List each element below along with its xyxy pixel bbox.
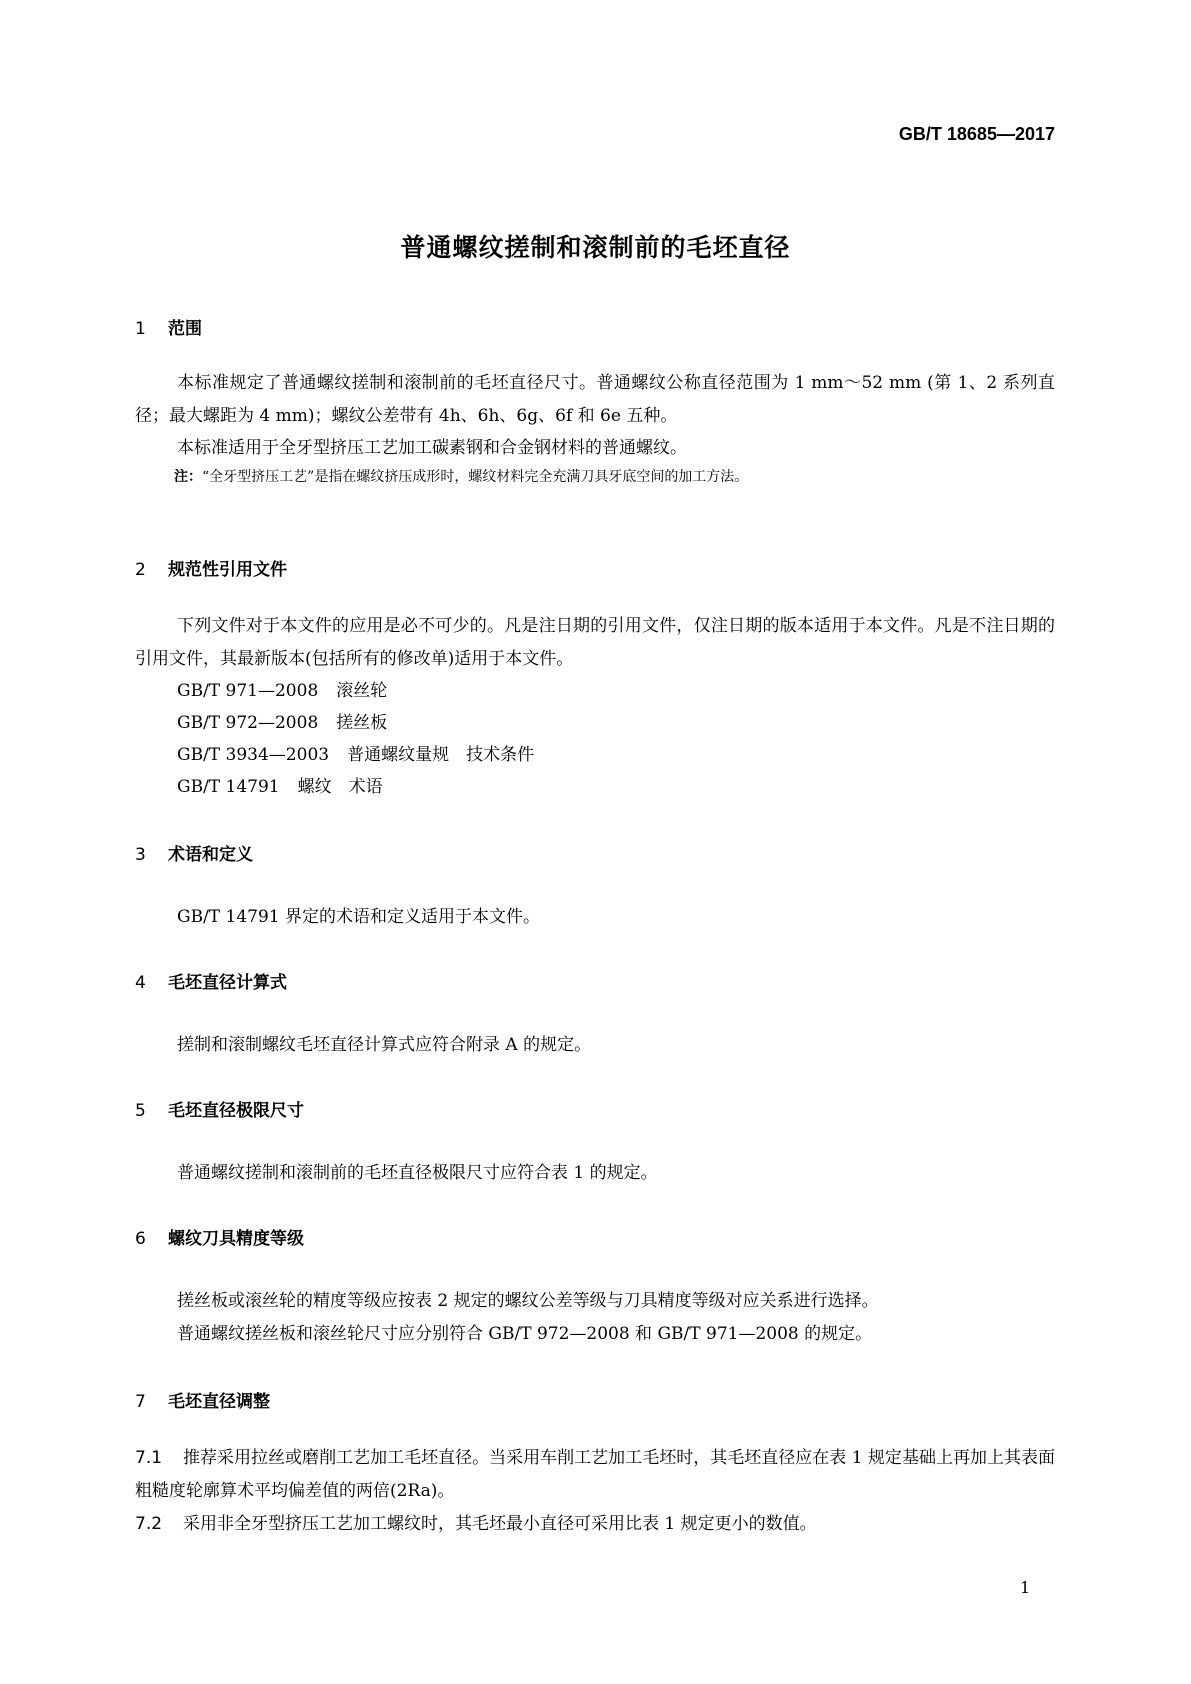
section-number: 2 [135,560,146,580]
reference-title: 螺纹 术语 [297,777,383,797]
section-number: 3 [135,845,146,865]
reference-code: GB/T 972—2008 [177,713,319,733]
reference-code: GB/T 3934—2003 [177,745,330,765]
section-6-paragraph-2: 普通螺纹搓丝板和滚丝轮尺寸应分别符合 GB/T 972—2008 和 GB/T 971—2008 的规定。 [177,1324,873,1344]
reference-code: GB/T 14791 [177,777,280,797]
clause-number: 7.1 [135,1448,163,1468]
section-3-heading [135,840,253,865]
document-title: 普通螺纹搓制和滚制前的毛坯直径 [400,233,791,262]
clause-text: 推荐采用拉丝或磨削工艺加工毛坯直径。当采用车削工艺加工毛坯时，其毛坯直径应在表 1 规定基础上再加上其表面粗糙度轮廓算术平均偏差值的两倍(2Ra)。 [135,1448,1055,1501]
note-text: “全牙型挤压工艺”是指在螺纹挤压成形时，螺纹材料完全充满刀具牙底空间的加工方法。 [202,469,749,485]
section-4-heading [135,968,287,993]
section-number: 1 [135,319,146,339]
section-4-paragraph-1: 搓制和滚制螺纹毛坯直径计算式应符合附录 A 的规定。 [177,1035,592,1055]
section-6-heading [135,1224,304,1249]
note-label: 注： [174,469,202,485]
reference-item [177,740,534,765]
section-3-paragraph-1: GB/T 14791 界定的术语和定义适用于本文件。 [177,907,541,927]
section-7-heading [135,1387,270,1412]
section-1-note [174,466,748,486]
section-title: 规范性引用文件 [168,560,287,580]
page-number: 1 [1020,1578,1031,1597]
reference-title: 普通螺纹量规 技术条件 [347,745,535,765]
section-number: 4 [135,973,146,993]
section-5-paragraph-1: 普通螺纹搓制和滚制前的毛坯直径极限尺寸应符合表 1 的规定。 [177,1163,658,1183]
reference-code: GB/T 971—2008 [177,681,319,701]
section-number: 5 [135,1101,146,1121]
section-number: 6 [135,1229,146,1249]
section-2-paragraph-1: 下列文件对于本文件的应用是必不可少的。凡是注日期的引用文件，仅注日期的版本适用于本文件。凡是不注日期的引用文件，其最新版本(包括所有的修改单)适用于本文件。 [135,616,1055,669]
clause-text: 采用非全牙型挤压工艺加工螺纹时，其毛坯最小直径可采用比表 1 规定更小的数值。 [183,1514,817,1534]
clause-7-2 [135,1508,1055,1541]
section-title: 范围 [168,319,202,339]
section-title: 螺纹刀具精度等级 [168,1229,304,1249]
standard-code: GB/T 18685—2017 [898,124,1055,144]
reference-title: 搓丝板 [336,713,388,733]
reference-item [177,772,383,797]
clause-7-1 [135,1442,1055,1508]
section-title: 毛坯直径计算式 [168,973,287,993]
section-title: 术语和定义 [168,845,253,865]
section-2-heading [135,555,287,580]
reference-title: 滚丝轮 [336,681,388,701]
clause-number: 7.2 [135,1514,163,1534]
section-title: 毛坯直径调整 [168,1392,270,1412]
section-1-paragraph-1: 本标准规定了普通螺纹搓制和滚制前的毛坯直径尺寸。普通螺纹公称直径范围为 1 mm～52 mm (第 1、2 系列直径；最大螺距为 4 mm)；螺纹公差带有 4h、6h、6g、6f 和 6e 五种。 [135,373,1055,426]
section-1-heading [135,314,202,339]
reference-item [177,708,387,733]
section-5-heading [135,1096,304,1121]
section-6-paragraph-1: 搓丝板或滚丝轮的精度等级应按表 2 规定的螺纹公差等级与刀具精度等级对应关系进行选择。 [177,1291,879,1311]
reference-item [177,676,387,701]
section-title: 毛坯直径极限尺寸 [168,1101,304,1121]
section-number: 7 [135,1392,146,1412]
section-1-paragraph-2: 本标准适用于全牙型挤压工艺加工碳素钢和合金钢材料的普通螺纹。 [177,438,687,458]
